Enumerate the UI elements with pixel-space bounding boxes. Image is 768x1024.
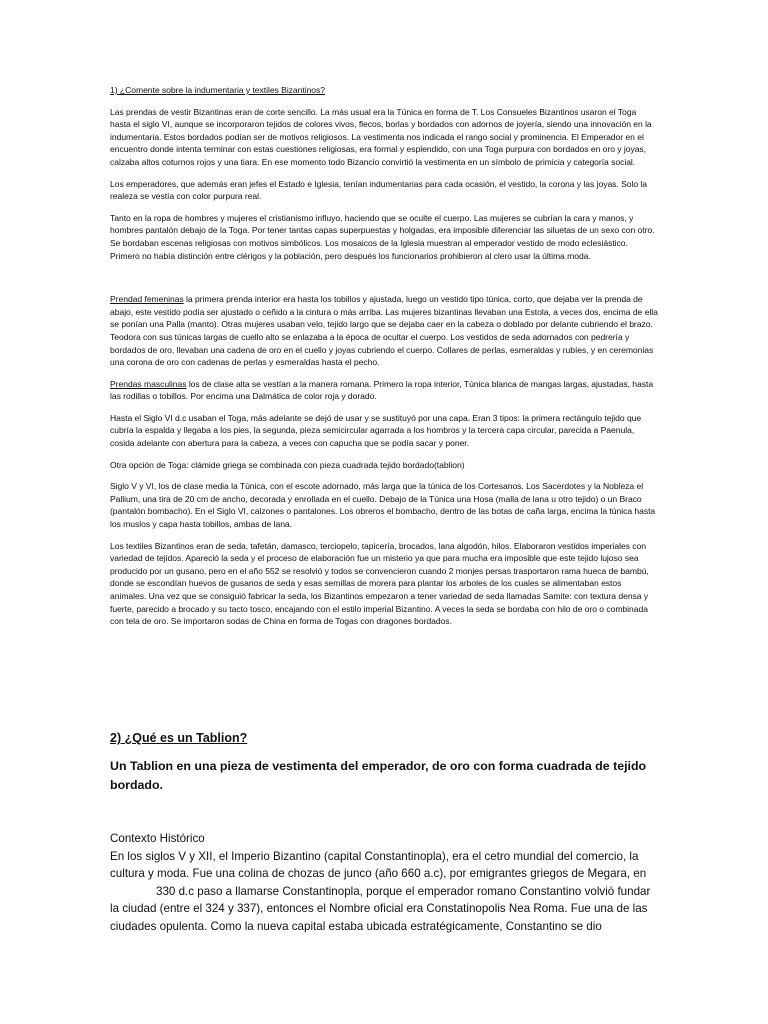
paragraph-cristianismo: Tanto en la ropa de hombres y mujeres el cristianismo influyo, haciendo que se oculte el cuerpo. Las mujeres se cubrían la cara y manos, y hombres pantalón debajo de la Toga. Por tener tantas capas superpuestas y holgadas, era imposible diferenciar las siluetas de un sexo con otro. Se bordaban escenas religiosas con motivos simbólicos. Los mosaicos de la Iglesia muestran al emperador vestido de modo eclesiástico. Primero no había distinción entre clérigos y la población, pero después los funcionarios prohibieron al clero usar la última moda. — [110, 212, 655, 261]
spacer — [110, 271, 658, 293]
prendas-femeninas-text: la primera prenda interior era hasta los tobillos y ajustada, luego un vestido tipo túnica, corto, que dejaba ver la prenda de abajo, este vestido podía ser ajustado o ceñido a la cintura o más arriba. Las mujeres bizantinas llevaban una Estola, a veces dos, encima de ella se ponían una Palla (manto). Otras mujeres usaban velo, tejido largo que se dejaba caer en la cabeza o doblado por delante cubriendo el brazo. Teodora con sus túnicas largas de cuello alto se enlazaba a la época de ocultar el cuerpo. Los vestidos de seda adornados con pedrería y bordados de oro, llevaban una cadena de oro en el cuello y joyas cubriendo el cuerpo. Collares de perlas, esmeraldas y rubíes, y en ceremonias una corona de oro con cadenas de perlas y esmeraldas hasta el pecho. — [110, 294, 658, 368]
context-section — [110, 830, 658, 936]
paragraph-prendas-masculinas — [110, 378, 658, 403]
paragraph-otra-opcion: Otra opción de Toga: clámide griega se combinada con pieza cuadrada tejido bordado(tablion) — [110, 459, 465, 470]
question-2-answer: Un Tablion en una pieza de vestimenta del emperador, de oro con forma cuadrada de tejido bordado. — [110, 759, 647, 792]
paragraph-siglo-v-vi: Siglo V y VI, los de clase media la Túnica, con el escote adornado, más larga que la túnica de los Cortesanos. Los Sacerdotes y la Nobleza el Pallium, una tira de 20 cm de ancho, decorada y enrollada en el cuello. Debajo de la Túnica una Hosa (malla de lana u otro tejido) o un Braco (pantalón bombacho). En el Siglo VI, calzones o pantalones. Los obreros el bombacho, dentro de las botas de caña larga, encima la túnica hasta los muslos y capa hasta tobillos, ambas de lana. — [110, 481, 656, 530]
paragraph-textiles: Los textiles Bizantinos eran de seda, tafetán, damasco, terciopelo, tapicería, brocados, lana algodón, hilos. Elaboraron vestidos imperiales con variedad de tejidos. Apareció la seda y el proceso de elaboración fue un misterio ya que para mucha era imposible que este tejido lujoso sea producido por un gusano, pero en el año 552 se resolvió y todos se convencieron cuando 2 monjes persas trasportaron rama hueca de bambú, donde se escondían huevos de gusanos de seda y esas semillas de morera para plantar los arboles de los cuales se alimentaban estos animales. Una vez que se consiguió fabricar la seda, los Bizantinos empezaron a tener variedad de seda llamadas Samite: con textura densa y fuerte, parecido a brocado y su tacto tosco, encajando con el estilo imperial Bizantino. A veces la seda se bordaba con hilo de oro o combinada con tela de oro. Se importaron sodas de China en forma de Togas con dragones bordados. — [110, 540, 649, 627]
prendas-femeninas-label: Prendad femeninas — [110, 294, 184, 305]
paragraph-prendas-femeninas — [110, 293, 658, 369]
question-1-title: 1) ¿Comente sobre la indumentaria y textiles Bizantinos? — [110, 85, 326, 95]
question-2-title: 2) ¿Qué es un Tablion? — [110, 731, 248, 745]
paragraph-emperadores: Los emperadores, que además eran jefes el Estado e Iglesia, tenían indumentarias para cada ocasión, el vestido, la corona y las joyas. Solo la realeza se vestía con color purpura real. — [110, 178, 648, 202]
paragraph-toga: Hasta el Siglo VI d.c usaban el Toga, más adelante se dejó de usar y se sustituyó por una capa. Eran 3 tipos: la primera rectángulo tejido que cubría la espalda y llegaba a los pies, la segunda, pieza semicircular agarrada a los hombros y la tercera capa circular, parecida a Paenula, cosida adelante con abertura para la cabeza, a veces con capucha que se podía sacar y poner. — [110, 412, 642, 449]
prendas-masculinas-label: Prendas masculinas — [110, 378, 187, 389]
context-line-2: 330 d.c paso a llamarse Constantinopla, porque el emperador romano Constantino volvió fundar la ciudad (entre el 324 y 337), entonces el Nombre oficial era Constatinopolis Nea Roma. Fue una de las ciudades opulenta. Como la nueva capital estaba ubicada estratégicamente, Constantino se dio — [110, 884, 651, 933]
context-line-2-wrapper — [110, 883, 658, 936]
prendas-masculinas-text: los de clase alta se vestían a la manera romana. Primero la ropa interior, Túnica blanca de mangas largas, ajustadas, hasta las rodillas o tobillos. Por encima una Dalmática de color roja y dorado. — [110, 378, 654, 402]
context-line-1: En los siglos V y XII, el Imperio Bizantino (capital Constantinopla), era el cetro mundial del comercio, la cultura y moda. Fue una colina de chozas de junco (año 660 a.c), por emigrantes griegos de Megara, en — [110, 849, 647, 881]
context-heading: Contexto Histórico — [110, 832, 205, 845]
document-page — [110, 84, 658, 637]
paragraph-vestimenta: Las prendas de vestir Bizantinas eran de corte sencillo. La más usual era la Túnica en forma de T. Los Consueles Bizantinos usaron el Toga hasta el siglo VI, aunque se incorporaron tejidos de colores vivos, flecos, borlas y bordados con adornos de joyería, siendo una innovación en la indumentaria. Estos bordados podían ser de motivos religiosos. La vestimenta nos indicada el rango social y prominencia. El Emperador en el encuentro donde intenta terminar con estas cuestiones religiosas, era formal y esplendido, con una Toga purpura con bordados en oro y joyas, calzaba altos coturnos rojos y una tiara. En ese momento todo Bizancio convirtió la vestimenta en un símbolo de primicia y categoría social. — [110, 106, 652, 167]
